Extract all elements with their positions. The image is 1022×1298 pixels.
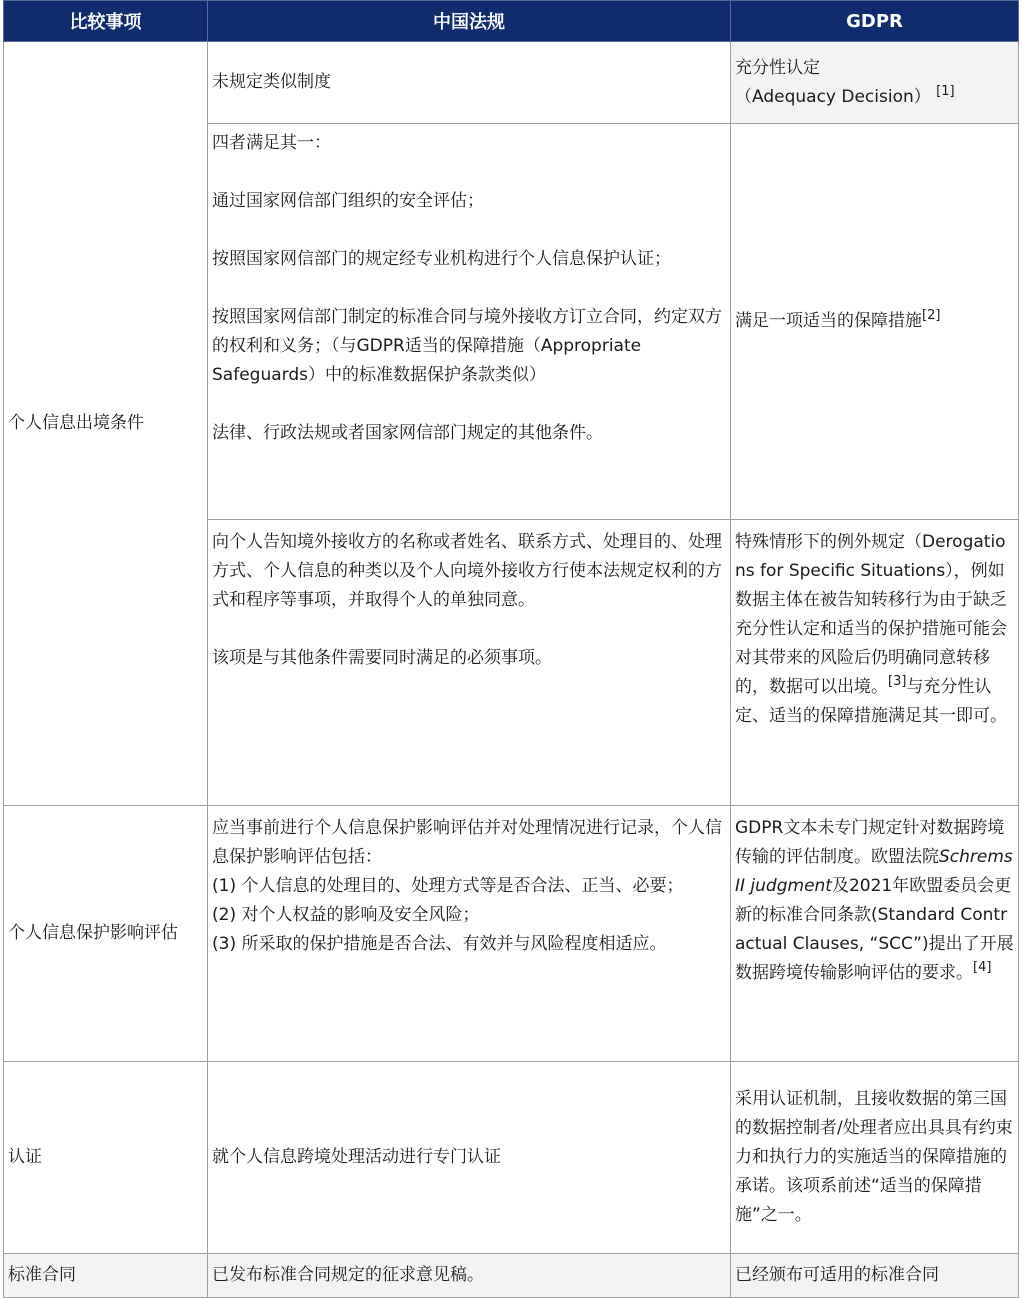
gdpr-exit-1-line1: 充分性认定 <box>735 57 820 78</box>
header-compare-item: 比较事项 <box>4 1 208 42</box>
footnote-ref-1[interactable]: [1] <box>936 83 955 99</box>
cn-pia-item2: (2) 对个人权益的影响及安全风险； <box>212 905 480 925</box>
gdpr-exit-1-line2-text: （Adequacy Decision） <box>735 86 931 107</box>
footnote-ref-3[interactable]: [3] <box>888 674 907 689</box>
cn-exit-3-p1: 向个人告知境外接收方的名称或者姓名、联系方式、处理目的、处理方式、个人信息的种类以及个人向境外接收方行使本法规定权利的方式和程序等事项，并取得个人的单独同意。 <box>212 532 722 610</box>
gdpr-exit-3-post: 与充分性认定、适当的保障措施满足其一即可。 <box>735 677 1007 726</box>
cn-cell-exit-1: 未规定类似制度 <box>208 42 731 124</box>
gdpr-cell-pia <box>731 806 1019 1062</box>
cn-pia-intro: 应当事前进行个人信息保护影响评估并对处理情况进行记录，个人信息保护影响评估包括： <box>212 818 722 867</box>
row-label-scc: 标准合同 <box>4 1254 208 1298</box>
footnote-ref-4[interactable]: [4] <box>973 960 992 975</box>
table-row <box>4 42 1019 124</box>
cn-cell-exit-3 <box>208 520 731 806</box>
cn-pia-item1: (1) 个人信息的处理目的、处理方式等是否合法、正当、必要； <box>212 876 684 896</box>
gdpr-exit-3-pre: 特殊情形下的例外规定（Derogations for Specific Situations），例如数据主体在被告知转移行为由于缺乏充分性认定和适当的保护措施可能会对其带来的风险后仍明确同意转移的，数据可以出境。 <box>735 532 1007 697</box>
gdpr-cell-scc: 已经颁布可适用的标准合同 <box>731 1254 1019 1298</box>
cn-cell-cert: 就个人信息跨境处理活动进行专门认证 <box>208 1062 731 1254</box>
row-label-exit-conditions: 个人信息出境条件 <box>4 42 208 806</box>
cn-exit-2-intro: 四者满足其一： <box>212 133 331 153</box>
row-label-pia: 个人信息保护影响评估 <box>4 806 208 1062</box>
gdpr-cell-exit-1 <box>731 42 1019 124</box>
footnote-ref-2[interactable]: [2] <box>922 308 941 323</box>
gdpr-cell-exit-3 <box>731 520 1019 806</box>
cn-cell-exit-2 <box>208 124 731 520</box>
cn-exit-2-item4: 法律、行政法规或者国家网信部门规定的其他条件。 <box>212 423 603 443</box>
cn-exit-3-p2: 该项是与其他条件需要同时满足的必须事项。 <box>212 648 552 668</box>
cn-cell-scc: 已发布标准合同规定的征求意见稿。 <box>208 1254 731 1298</box>
header-china-law: 中国法规 <box>208 1 731 42</box>
cn-exit-2-item3: 按照国家网信部门制定的标准合同与境外接收方订立合同，约定双方的权利和义务；（与GDPR适当的保障措施（Appropriate Safeguards）中的标准数据保护条款类似） <box>212 307 722 385</box>
header-gdpr: GDPR <box>731 1 1019 42</box>
table-row <box>4 806 1019 1062</box>
table-row <box>4 1062 1019 1254</box>
gdpr-cell-exit-2 <box>731 124 1019 520</box>
gdpr-cell-cert: 采用认证机制，且接收数据的第三国的数据控制者/处理者应出具具有约束力和执行力的实施适当的保障措施的承诺。该项系前述“适当的保障措施”之一。 <box>731 1062 1019 1254</box>
comparison-table <box>3 0 1019 1298</box>
gdpr-pia-pre: GDPR文本未专门规定针对数据跨境传输的评估制度。欧盟法院 <box>735 818 1005 867</box>
gdpr-pia-post: 及2021年欧盟委员会更新的标准合同条款(Standard Contractual Clauses, “SCC”)提出了开展数据跨境传输影响评估的要求。 <box>735 876 1014 983</box>
row-label-cert: 认证 <box>4 1062 208 1254</box>
gdpr-exit-1-line2 <box>735 83 1014 112</box>
cn-exit-2-item1: 通过国家网信部门组织的安全评估； <box>212 191 484 211</box>
cn-pia-item3: (3) 所采取的保护措施是否合法、有效并与风险程度相适应。 <box>212 934 667 954</box>
gdpr-exit-2-text: 满足一项适当的保障措施 <box>735 311 922 331</box>
cn-exit-2-item2: 按照国家网信部门的规定经专业机构进行个人信息保护认证； <box>212 249 671 269</box>
cn-cell-pia <box>208 806 731 1062</box>
gdpr-pia-italic: Schrems II judgment <box>735 847 1013 896</box>
table-row <box>4 1254 1019 1298</box>
header-row <box>4 1 1019 42</box>
